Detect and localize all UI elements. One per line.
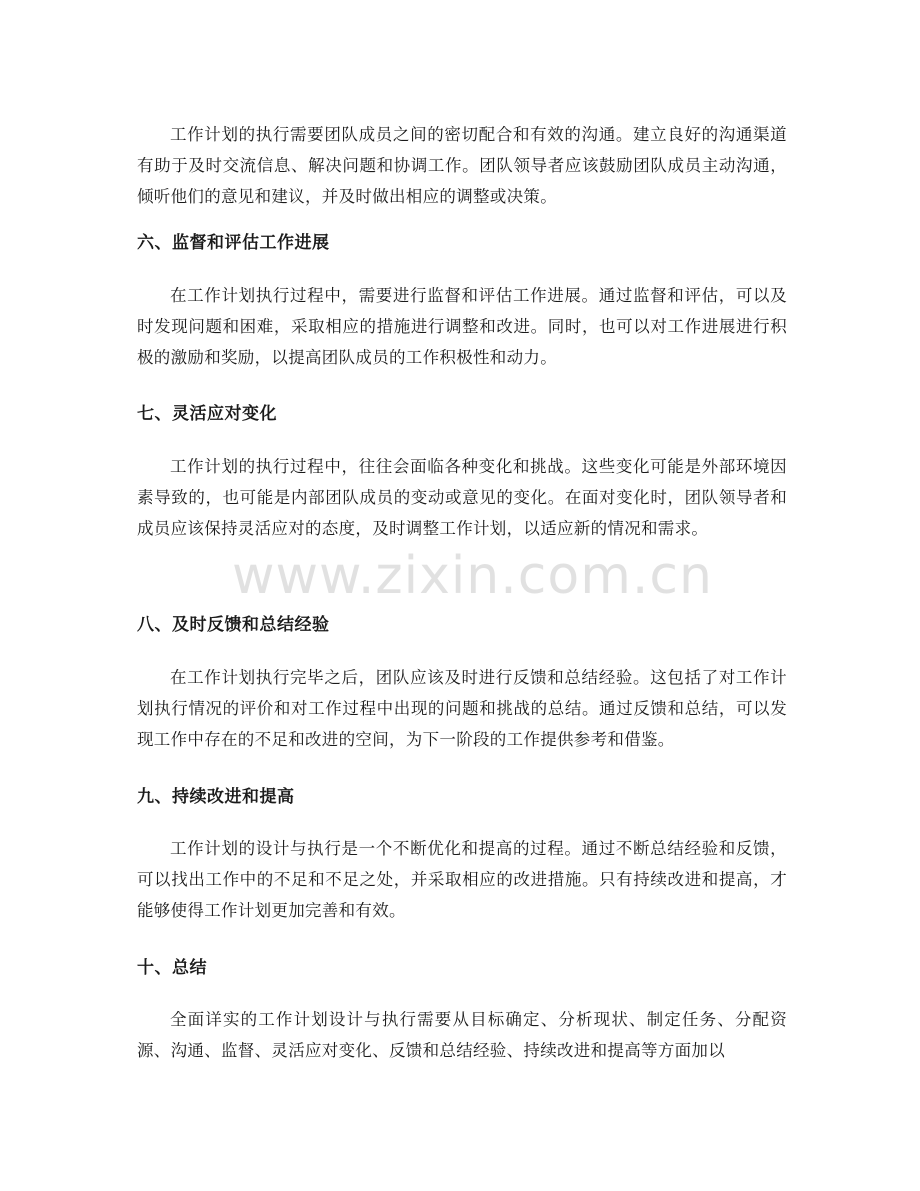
paragraph-summary: 全面详实的工作计划设计与执行需要从目标确定、分析现状、制定任务、分配资源、沟通、监督、灵活应对变化、反馈和总结经验、持续改进和提高等方面加以 bbox=[137, 1010, 787, 1060]
heading-section-7: 七、灵活应对变化 bbox=[137, 404, 277, 424]
paragraph-supervision: 在工作计划执行过程中，需要进行监督和评估工作进展。通过监督和评估，可以及时发现问题和困难，采取相应的措施进行调整和改进。同时，也可以对工作进展进行积极的激励和奖励，以提高团队成员的工作积极性和动力。 bbox=[137, 286, 787, 367]
paragraph-improvement: 工作计划的设计与执行是一个不断优化和提高的过程。通过不断总结经验和反馈，可以找出工作中的不足和不足之处，并采取相应的改进措施。只有持续改进和提高，才能够使得工作计划更加完善和有效。 bbox=[137, 839, 787, 920]
paragraph-communication: 工作计划的执行需要团队成员之间的密切配合和有效的沟通。建立良好的沟通渠道有助于及时交流信息、解决问题和协调工作。团队领导者应该鼓励团队成员主动沟通，倾听他们的意见和建议，并及时做出相应的调整或决策。 bbox=[137, 125, 787, 206]
heading-section-6: 六、监督和评估工作进展 bbox=[137, 233, 330, 253]
paragraph-feedback: 在工作计划执行完毕之后，团队应该及时进行反馈和总结经验。这包括了对工作计划执行情况的评价和对工作过程中出现的问题和挑战的总结。通过反馈和总结，可以发现工作中存在的不足和改进的空间，为下一阶段的工作提供参考和借鉴。 bbox=[137, 668, 787, 749]
heading-section-8: 八、及时反馈和总结经验 bbox=[137, 615, 330, 635]
watermark: www.zixin.com.cn bbox=[232, 546, 713, 606]
heading-section-9: 九、持续改进和提高 bbox=[137, 787, 295, 807]
paragraph-flexibility: 工作计划的执行过程中，往往会面临各种变化和挑战。这些变化可能是外部环境因素导致的，也可能是内部团队成员的变动或意见的变化。在面对变化时，团队领导者和成员应该保持灵活应对的态度，及时调整工作计划，以适应新的情况和需求。 bbox=[137, 457, 787, 538]
heading-section-10: 十、总结 bbox=[137, 958, 207, 978]
